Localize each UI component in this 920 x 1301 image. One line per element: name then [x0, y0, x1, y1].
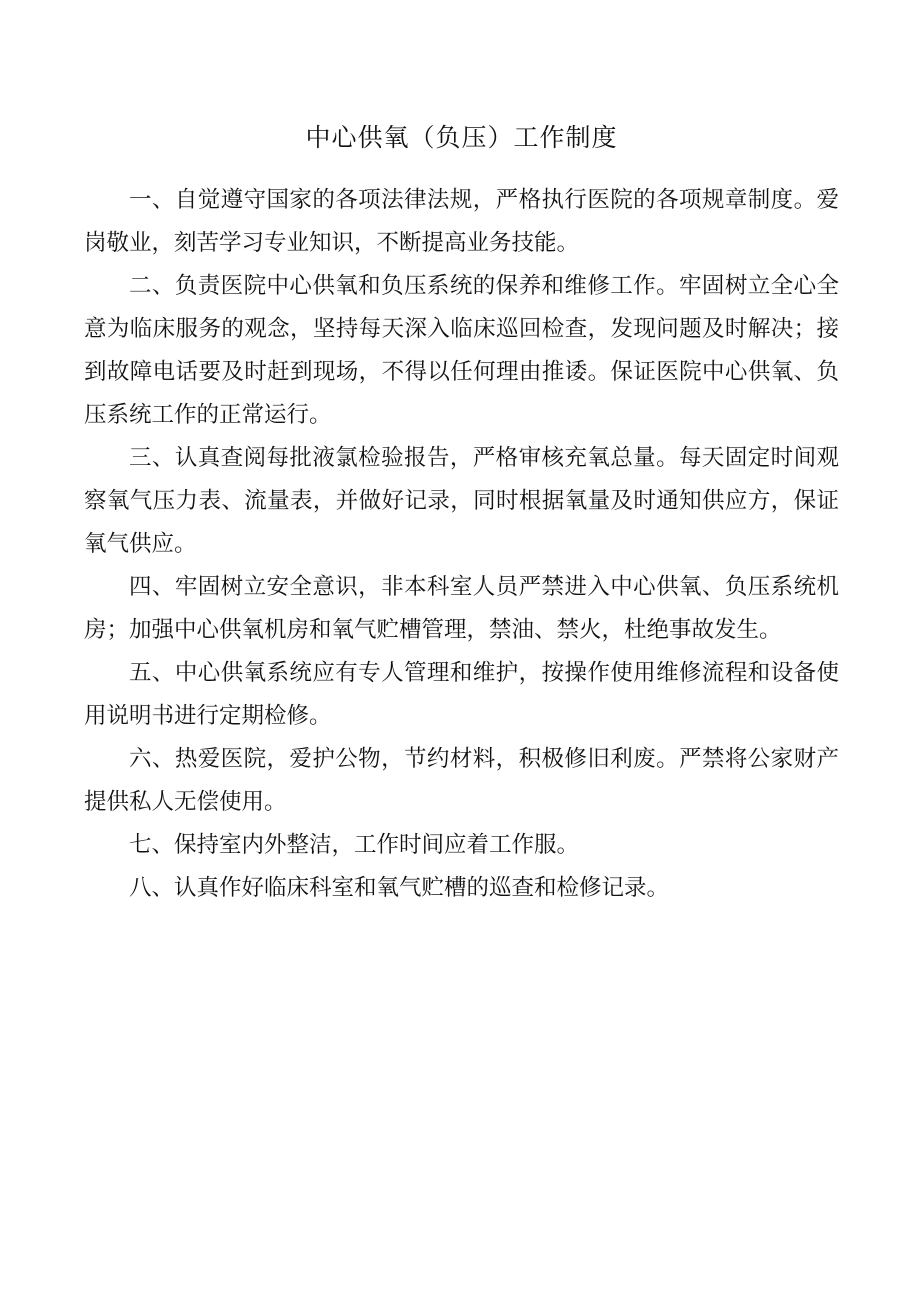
document-title: 中心供氧（负压）工作制度: [305, 123, 618, 152]
regulation-item-1: 一、自觉遵守国家的各项法律法规，严格执行医院的各项规章制度。爱岗敬业，刻苦学习专业知识，不断提高业务技能。: [84, 187, 839, 256]
regulation-item-6: 六、热爱医院，爱护公物，节约材料，积极修旧利废。严禁将公家财产提供私人无偿使用。: [84, 746, 839, 815]
regulation-item-3: 三、认真查阅每批液氯检验报告，严格审核充氧总量。每天固定时间观察氧气压力表、流量表，并做好记录，同时根据氧量及时通知供应方，保证氧气供应。: [84, 445, 839, 557]
regulation-item-7: 七、保持室内外整洁，工作时间应着工作服。: [129, 832, 580, 858]
document-page: [84, 120, 839, 910]
regulation-item-8: 八、认真作好临床科室和氧气贮槽的巡查和检修记录。: [129, 875, 670, 901]
regulation-item-2: 二、负责医院中心供氧和负压系统的保养和维修工作。牢固树立全心全意为临床服务的观念，坚持每天深入临床巡回检查，发现问题及时解决；接到故障电话要及时赶到现场，不得以任何理由推诿。保证医院中心供氧、负压系统工作的正常运行。: [84, 273, 839, 428]
regulation-item-4: 四、牢固树立安全意识，非本科室人员严禁进入中心供氧、负压系统机房；加强中心供氧机房和氧气贮槽管理，禁油、禁火，杜绝事故发生。: [84, 574, 839, 643]
regulation-item-5: 五、中心供氧系统应有专人管理和维护，按操作使用维修流程和设备使用说明书进行定期检修。: [84, 660, 839, 729]
